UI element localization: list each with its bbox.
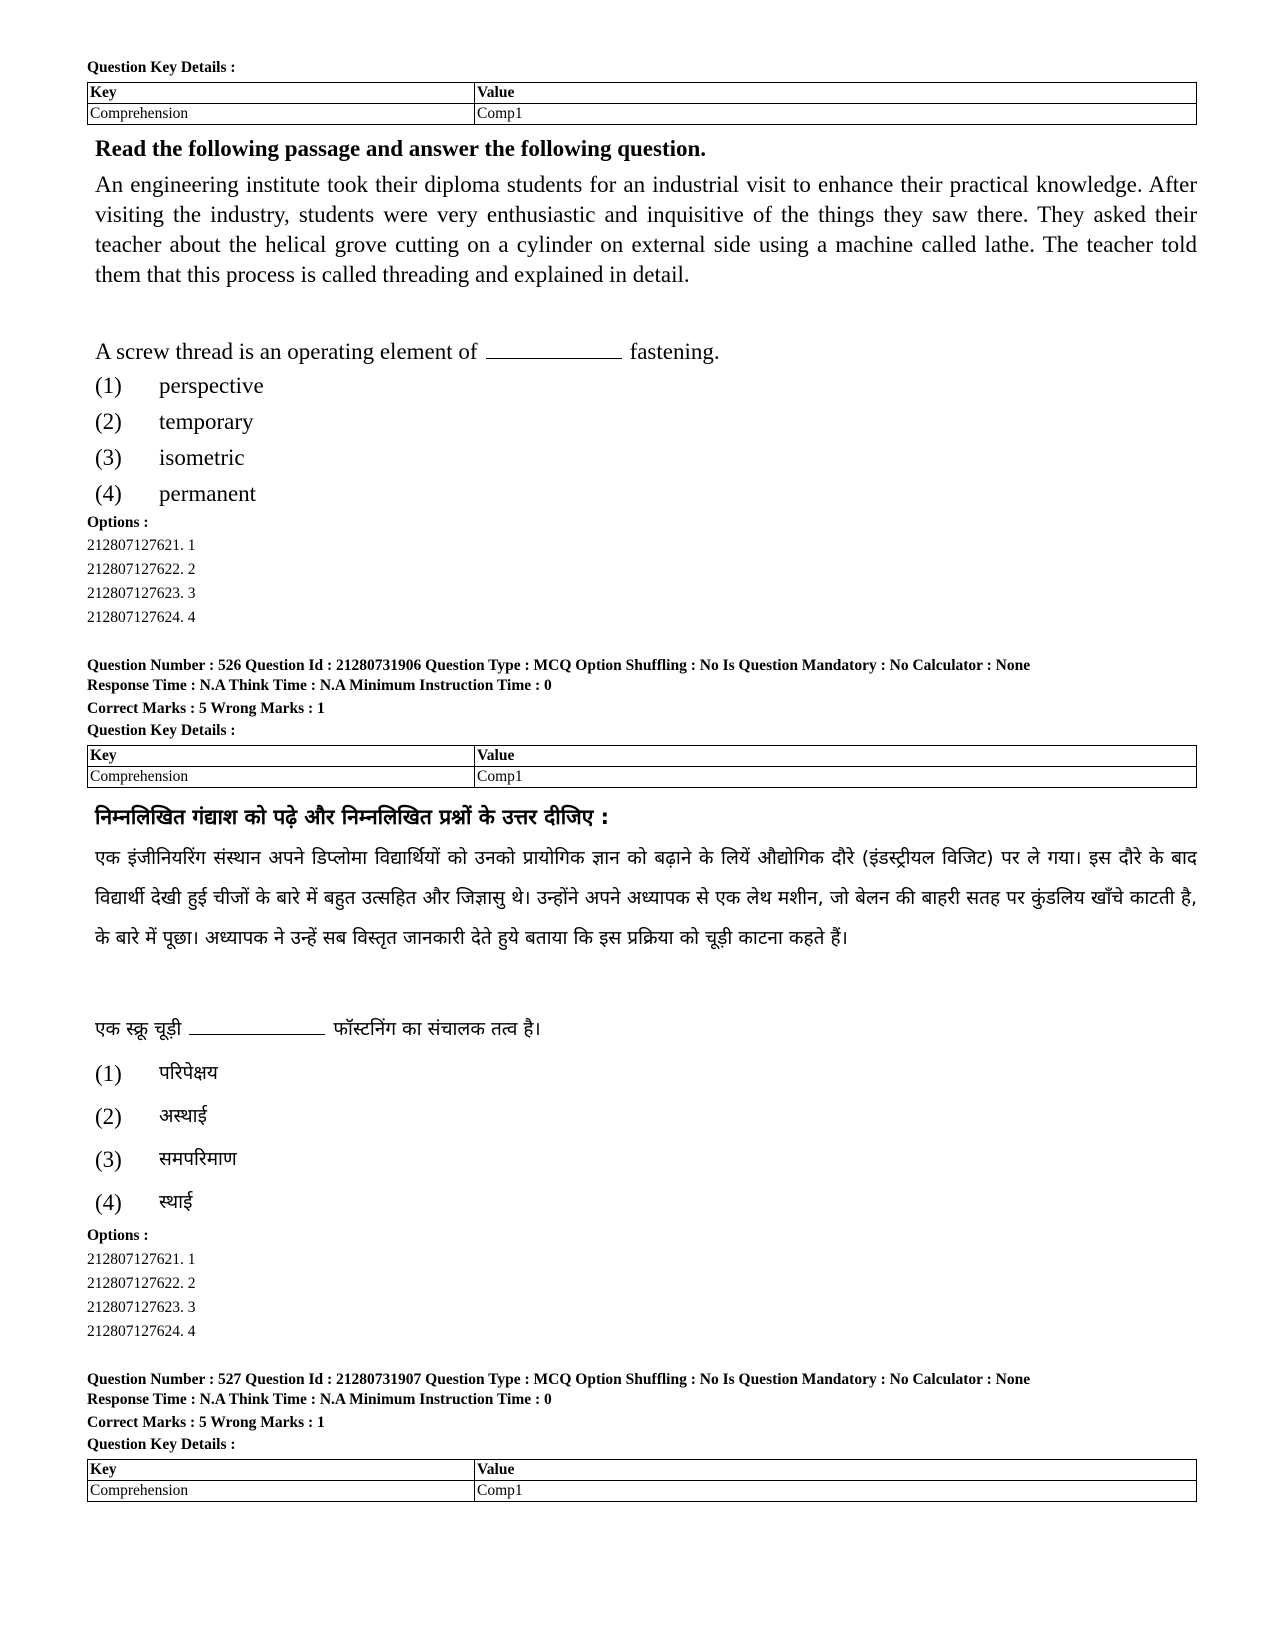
choice-item: (1) परिपेक्षय xyxy=(95,1061,218,1086)
choice-item: (1) perspective xyxy=(95,373,264,398)
answer-blank xyxy=(486,336,622,359)
key-cell: Comprehension xyxy=(88,767,475,788)
value-cell: Comp1 xyxy=(475,104,1197,125)
answer-blank xyxy=(189,1012,325,1035)
passage-hi: एक इंजीनियरिंग संस्थान अपने डिप्लोमा विद्यार्थियों को उनको प्रायोगिक ज्ञान को बढ़ाने के लियें औद्योगिक दौरे (इंडस्ट्रीयल विजिट) पर ले गया। इस दौरे के बाद विद्यार्थी देखी हुई चीजों के बारे में बहुत उत्सहित और जिज्ञासु थे। उन्होंने अपने अध्यापक से एक लेथ मशीन, जो बेलन की बाहरी सतह पर कुंडलिय खाँचे काटती है, के बारे में पूछा। अध्यापक ने उन्हें सब विस्तृत जानकारी देते हुये बताया कि इस प्रक्रिया को चूड़ी काटना कहते हैं। xyxy=(95,847,1197,949)
key-value-table-527 xyxy=(87,1459,1197,1502)
question-hi-after: फॉस्टनिंग का संचालक तत्व है। xyxy=(333,1018,541,1040)
question-en-after: fastening. xyxy=(629,339,720,364)
key-header: Key xyxy=(88,1460,475,1481)
value-header: Value xyxy=(475,746,1197,767)
value-cell: Comp1 xyxy=(475,767,1197,788)
option-ids-1 xyxy=(87,534,196,630)
option-id: 212807127623. 3 xyxy=(87,1299,196,1316)
choice-item: (2) अस्थाई xyxy=(95,1104,207,1129)
passage-heading-hi: निम्नलिखित गंद्याश को पढ़े और निम्नलिखित प्रश्नों के उत्तर दीजिए : xyxy=(95,805,610,829)
key-details-label-526: Question Key Details : xyxy=(87,722,236,739)
question-hi xyxy=(95,1012,541,1044)
option-id: 212807127623. 3 xyxy=(87,585,196,602)
choice-item: (3) isometric xyxy=(95,445,245,470)
question-en xyxy=(95,336,720,367)
key-value-table-526 xyxy=(87,745,1197,788)
option-id: 212807127624. 4 xyxy=(87,1323,196,1340)
passage-heading-en: Read the following passage and answer the following question. xyxy=(95,136,707,161)
q527-marks: Correct Marks : 5 Wrong Marks : 1 xyxy=(87,1414,325,1431)
option-id: 212807127622. 2 xyxy=(87,1275,196,1292)
key-cell: Comprehension xyxy=(88,104,475,125)
option-ids-526 xyxy=(87,1248,196,1344)
value-cell: Comp1 xyxy=(475,1481,1197,1502)
key-details-label-top: Question Key Details : xyxy=(87,59,236,76)
choices-hi xyxy=(95,1052,237,1224)
choice-item: (4) स्थाई xyxy=(95,1190,193,1215)
question-hi-before: एक स्क्रू चूड़ी xyxy=(95,1018,182,1040)
q526-meta-line2: Response Time : N.A Think Time : N.A Minimum Instruction Time : 0 xyxy=(87,677,552,694)
passage-en: An engineering institute took their diploma students for an industrial visit to enhance their practical knowledge. After visiting the industry, students were very enthusiastic and inquisitive of the things they saw there. They asked their teacher about the helical grove cutting on a cylinder on external side using a machine called lathe. The teacher told them that this process is called threading and explained in detail. xyxy=(95,172,1197,287)
choice-item: (2) temporary xyxy=(95,409,254,434)
choice-item: (3) समपरिमाण xyxy=(95,1147,237,1172)
option-id: 212807127624. 4 xyxy=(87,609,196,626)
choices-en xyxy=(95,368,264,512)
key-header: Key xyxy=(88,746,475,767)
option-id: 212807127621. 1 xyxy=(87,537,196,554)
option-id: 212807127621. 1 xyxy=(87,1251,196,1268)
q526-meta-line1: Question Number : 526 Question Id : 21280731906 Question Type : MCQ Option Shuffling : No Is Question Mandatory : No Calculator : None xyxy=(87,657,1031,674)
option-id: 212807127622. 2 xyxy=(87,561,196,578)
q527-meta-line1: Question Number : 527 Question Id : 21280731907 Question Type : MCQ Option Shuffling : No Is Question Mandatory : No Calculator : None xyxy=(87,1371,1031,1388)
value-header: Value xyxy=(475,1460,1197,1481)
value-header: Value xyxy=(475,83,1197,104)
key-cell: Comprehension xyxy=(88,1481,475,1502)
question-en-before: A screw thread is an operating element of xyxy=(95,339,478,364)
choice-item: (4) permanent xyxy=(95,481,257,506)
options-label-526: Options : xyxy=(87,1227,149,1244)
key-details-label-527: Question Key Details : xyxy=(87,1436,236,1453)
q527-meta-line2: Response Time : N.A Think Time : N.A Minimum Instruction Time : 0 xyxy=(87,1391,552,1408)
key-value-table-top xyxy=(87,82,1197,125)
q526-marks: Correct Marks : 5 Wrong Marks : 1 xyxy=(87,700,325,717)
options-label-1: Options : xyxy=(87,514,149,531)
key-header: Key xyxy=(88,83,475,104)
